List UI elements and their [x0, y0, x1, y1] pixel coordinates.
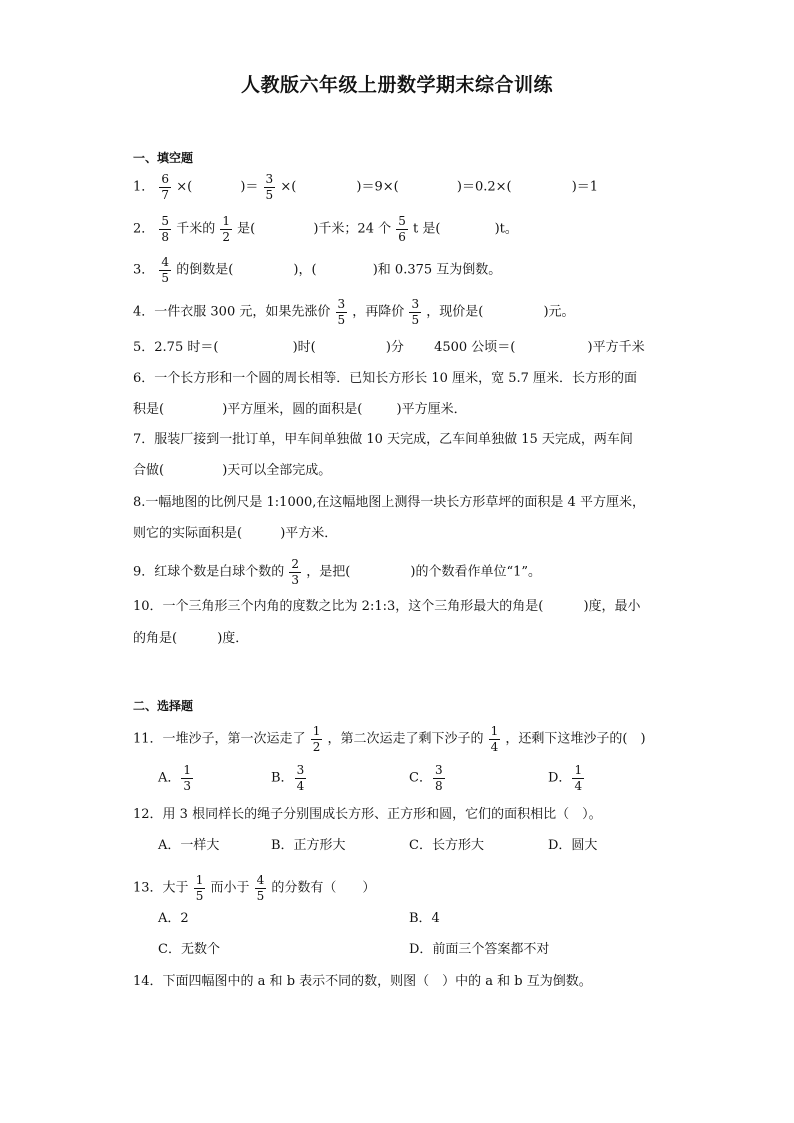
q11-option-d-fraction: $\frac{1}{4}$	[574, 763, 583, 793]
q13-option-a[interactable]: A．2	[158, 911, 189, 926]
q11-option-c[interactable]: C． $\frac{3}{8}$	[409, 763, 443, 793]
q6-text-b: )平方厘米，圆的面积是(	[222, 402, 363, 417]
question-12: 12．用 3 根同样长的绳子分别围成长方形、正方形和圆，它们的面积相比（ ）。	[133, 807, 602, 822]
q1-fraction-1: $\frac{6}{7}$	[161, 172, 170, 202]
q4-text-c: ，现价是(	[426, 304, 484, 320]
q11-text-a: 11．一堆沙子，第一次运走了	[133, 731, 306, 747]
q11-text-b: ，第二次运走了剩下沙子的	[327, 731, 484, 747]
q9-fraction-1: $\frac{2}{3}$	[291, 557, 300, 587]
q5-text-d: 4500 公顷＝(	[434, 340, 516, 355]
q11-option-b-fraction: $\frac{3}{4}$	[296, 763, 305, 793]
q4-fraction-1: $\frac{3}{5}$	[337, 297, 346, 327]
q6-text-c: )平方厘米．	[396, 402, 467, 417]
q7-text-a: 合做(	[133, 463, 165, 478]
q5-text-c: )分	[385, 340, 404, 355]
q11-option-a-fraction: $\frac{1}{3}$	[183, 763, 192, 793]
q4-text-d: )元。	[543, 304, 575, 320]
q3-text-c: )，(	[293, 262, 317, 278]
q4-text-a: 4．一件衣服 300 元，如果先涨价	[133, 304, 331, 320]
question-2	[133, 215, 518, 243]
q13-option-b[interactable]: B．4	[409, 911, 440, 926]
q9-text-b: ，是把(	[306, 564, 351, 580]
q2-text-f: )t。	[494, 221, 518, 237]
q9-text-c: )的个数看作单位“1”。	[410, 564, 542, 580]
q13-fraction-2: $\frac{4}{5}$	[256, 873, 265, 903]
q11-option-d[interactable]: D． $\frac{1}{4}$	[548, 763, 583, 793]
q2-fraction-2: $\frac{1}{2}$	[222, 214, 230, 244]
q12-option-b[interactable]: B．正方形大	[271, 838, 346, 853]
q9-text-a: 9．红球个数是白球个数的	[133, 564, 285, 580]
q4-fraction-2: $\frac{3}{5}$	[411, 297, 420, 327]
q8-text-a: 则它的实际面积是(	[133, 526, 243, 541]
q1-text-b: ×(	[176, 179, 193, 195]
q1-text-c: )＝	[240, 179, 259, 195]
q11-option-c-fraction: $\frac{3}{8}$	[434, 763, 443, 793]
q13-text-c: 的分数有（ ）	[271, 880, 376, 896]
q1-text-e: )＝9×(	[356, 179, 399, 195]
question-1	[133, 173, 598, 201]
question-5	[133, 341, 645, 354]
q13-fraction-1: $\frac{1}{5}$	[195, 873, 204, 903]
question-8-line-2	[133, 527, 337, 540]
q13-text-a: 13．大于	[133, 880, 189, 896]
question-11	[133, 725, 646, 753]
q5-text-a: 5．2.75 时＝(	[133, 340, 219, 355]
q11-fraction-1: $\frac{1}{2}$	[312, 724, 321, 754]
question-9	[133, 558, 541, 586]
q10-text-d: )度．	[217, 631, 249, 646]
q1-fraction-2: $\frac{3}{5}$	[265, 172, 274, 202]
q11-fraction-2: $\frac{1}{4}$	[490, 724, 499, 754]
q5-text-e: )平方千米	[587, 340, 645, 355]
q13-text-b: 而小于	[210, 880, 250, 896]
question-4	[133, 298, 575, 326]
section-heading-fill-blank: 一、填空题	[133, 151, 194, 165]
q10-text-b: )度，最小	[583, 599, 641, 614]
q12-option-a[interactable]: A．一样大	[158, 838, 220, 853]
q2-text-e: t 是(	[413, 221, 441, 237]
q2-text-d: )千米；24 个	[313, 221, 392, 237]
q3-fraction-1: $\frac{4}{5}$	[161, 255, 170, 285]
q12-option-c[interactable]: C．长方形大	[409, 838, 484, 853]
q11-option-b[interactable]: B． $\frac{3}{4}$	[271, 763, 305, 793]
q2-fraction-1: $\frac{5}{8}$	[161, 214, 170, 244]
section-heading-choice: 二、选择题	[133, 699, 194, 713]
q10-text-c: 的角是(	[133, 631, 178, 646]
q12-option-d[interactable]: D．圆大	[548, 838, 598, 853]
question-10-line-2	[133, 632, 248, 645]
question-6-line-2	[133, 403, 467, 416]
question-7-line-1: 7．服装厂接到一批订单，甲车间单独做 10 天完成，乙车间单独做 15 天完成，两车间	[133, 432, 633, 447]
q1-text-g: )＝1	[571, 179, 599, 195]
q4-text-b: ，再降价	[352, 304, 405, 320]
q5-text-b: )时(	[292, 340, 316, 355]
q8-text-b: )平方米．	[280, 526, 338, 541]
q2-text-c: 是(	[237, 221, 256, 237]
question-3	[133, 256, 501, 284]
q3-text-b: 的倒数是(	[176, 262, 234, 278]
q13-option-d[interactable]: D．前面三个答案都不对	[409, 942, 550, 957]
page-title: 人教版六年级上册数学期末综合训练	[240, 74, 553, 96]
q2-text-b: 千米的	[176, 221, 216, 237]
q2-text-a: 2．	[133, 221, 155, 237]
question-6-line-1: 6．一个长方形和一个圆的周长相等．已知长方形长 10 厘米，宽 5.7 厘米．长方形的面	[133, 371, 638, 386]
question-7-line-2	[133, 464, 331, 477]
q1-text-a: 1．	[133, 179, 155, 195]
q11-text-c: ，还剩下这堆沙子的( )	[505, 731, 646, 747]
q7-text-b: )天可以全部完成。	[222, 463, 332, 478]
q1-text-f: )＝0.2×(	[456, 179, 512, 195]
q1-text-d: ×(	[280, 179, 297, 195]
question-10-line-1	[133, 600, 641, 613]
q11-option-a[interactable]: A． $\frac{1}{3}$	[158, 763, 192, 793]
question-14: 14．下面四幅图中的 a 和 b 表示不同的数，则图（ ）中的 a 和 b 互为倒数。	[133, 974, 592, 989]
question-13	[133, 874, 375, 902]
q2-fraction-3: $\frac{5}{6}$	[398, 214, 406, 244]
q13-option-c[interactable]: C．无数个	[158, 942, 220, 957]
q3-text-d: )和 0.375 互为倒数。	[372, 262, 502, 278]
q3-text-a: 3．	[133, 262, 155, 278]
q6-text-a: 积是(	[133, 402, 165, 417]
q10-text-a: 10．一个三角形三个内角的度数之比为 2:1:3，这个三角形最大的角是(	[133, 599, 544, 614]
question-8-line-1: 8.一幅地图的比例尺是 1:1000,在这幅地图上测得一块长方形草坪的面积是 4 平方厘米，	[133, 495, 645, 510]
